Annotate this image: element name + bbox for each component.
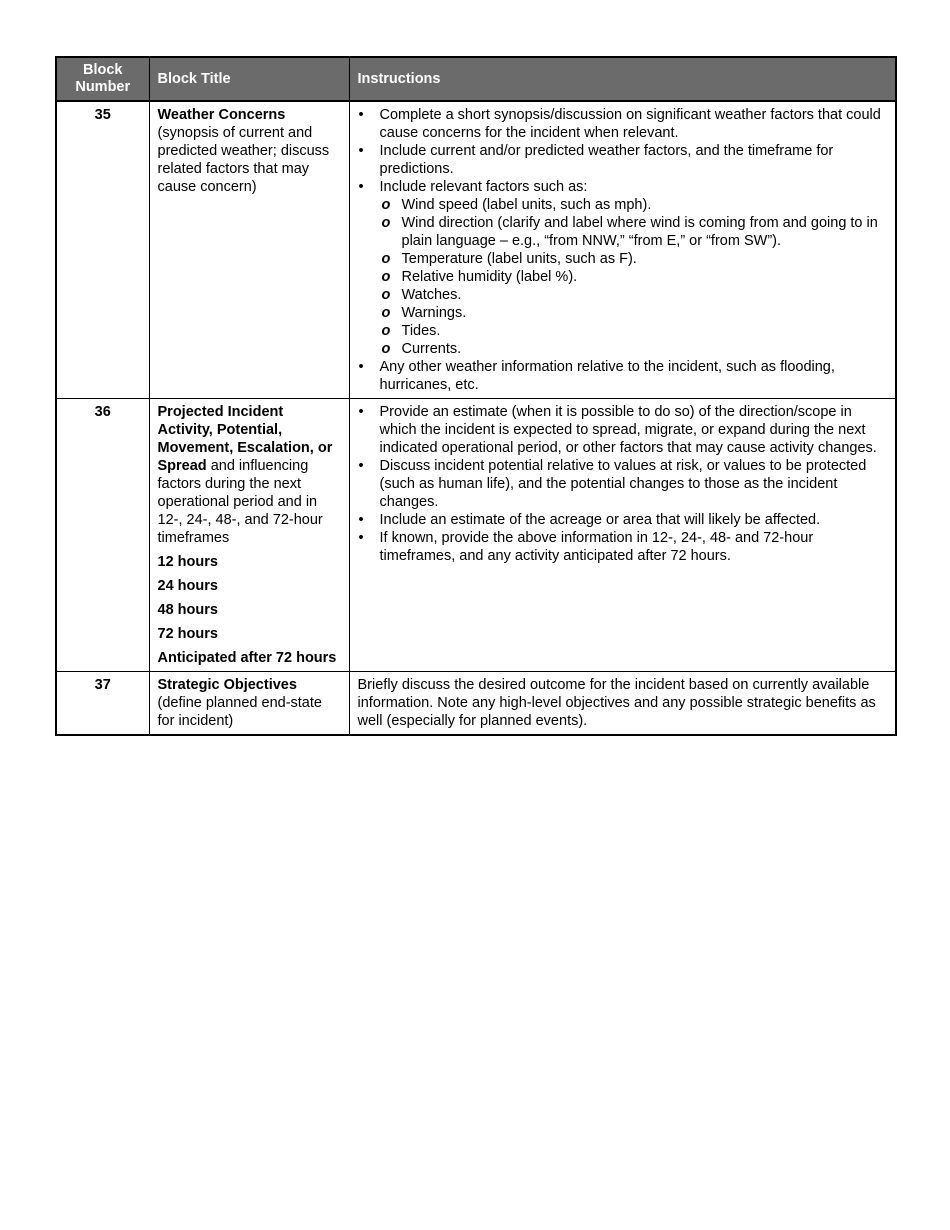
sub-bullet-list <box>380 196 888 358</box>
header-block-number: Block Number <box>56 57 149 101</box>
list-item: • Complete a short synopsis/discussion on significant weather factors that could cause concerns for the incident when relevant. <box>380 106 888 142</box>
list-item: • Include current and/or predicted weather factors, and the timeframe for predictions. <box>380 142 888 178</box>
header-block-title: Block Title <box>149 57 349 101</box>
bullet-list <box>358 106 888 394</box>
block-number: 37 <box>56 672 149 736</box>
block-title-description: (define planned end-state for incident) <box>157 695 322 729</box>
list-item: • Discuss incident potential relative to values at risk, or values to be protected (such as human life), and the potential changes to those as the incident changes. <box>380 457 888 511</box>
block-title-description: (synopsis of current and predicted weather; discuss related factors that may cause concern) <box>157 125 330 195</box>
sub-list-item: o Tides. <box>402 322 888 340</box>
block-title-cell <box>149 101 349 399</box>
block-title-cell <box>149 672 349 736</box>
bullet-list <box>358 403 888 565</box>
sub-list-item: o Wind direction (clarify and label where wind is coming from and going to in plain language – e.g., “from NNW,” “from E,” or “from SW”). <box>402 214 888 250</box>
sub-list-item: o Warnings. <box>402 304 888 322</box>
sub-list-item: o Wind speed (label units, such as mph). <box>402 196 888 214</box>
block-title: Weather Concerns <box>157 107 286 123</box>
table-row <box>56 399 896 672</box>
timeframe-label: 24 hours <box>157 578 218 594</box>
list-item <box>380 178 888 358</box>
sub-list-item: o Relative humidity (label %). <box>402 268 888 286</box>
block-title-cell <box>149 399 349 672</box>
list-item: • Provide an estimate (when it is possible to do so) of the direction/scope in which the incident is expected to spread, migrate, or expand during the next indicated operational period, or other factors that may cause activity changes. <box>380 403 888 457</box>
table-row <box>56 672 896 736</box>
instructions-cell: Briefly discuss the desired outcome for the incident based on currently available information. Note any high-level objectives and any possible strategic benefits as well (especially for planned events). <box>349 672 896 736</box>
timeframe-label: Anticipated after 72 hours <box>157 650 337 666</box>
table-header-row <box>56 57 896 101</box>
timeframe-label: 72 hours <box>157 626 218 642</box>
timeframe-label: 12 hours <box>157 554 218 570</box>
block-title: Strategic Objectives <box>157 677 297 693</box>
block-number: 36 <box>56 399 149 672</box>
block-title: Projected Incident Activity, Potential, Movement, Escalation, or Spread <box>157 404 333 474</box>
table-row <box>56 101 896 399</box>
list-item: • Any other weather information relative to the incident, such as flooding, hurricanes, etc. <box>380 358 888 394</box>
sub-list-item: o Currents. <box>402 340 888 358</box>
block-number: 35 <box>56 101 149 399</box>
sub-list-item: o Watches. <box>402 286 888 304</box>
list-item-text: Include relevant factors such as: <box>379 179 588 195</box>
list-item: • Include an estimate of the acreage or area that will likely be affected. <box>380 511 888 529</box>
list-item: • If known, provide the above information in 12-, 24-, 48- and 72-hour timeframes, and any activity anticipated after 72 hours. <box>380 529 888 565</box>
sub-list-item: o Temperature (label units, such as F). <box>402 250 888 268</box>
header-instructions: Instructions <box>349 57 896 101</box>
instructions-cell <box>349 399 896 672</box>
block-title-description: and influencing factors during the next operational period and in 12-, 24-, 48-, and 72-hour timeframes <box>157 458 323 546</box>
timeframe-label: 48 hours <box>157 602 218 618</box>
instructions-table <box>55 56 897 736</box>
instructions-cell <box>349 101 896 399</box>
